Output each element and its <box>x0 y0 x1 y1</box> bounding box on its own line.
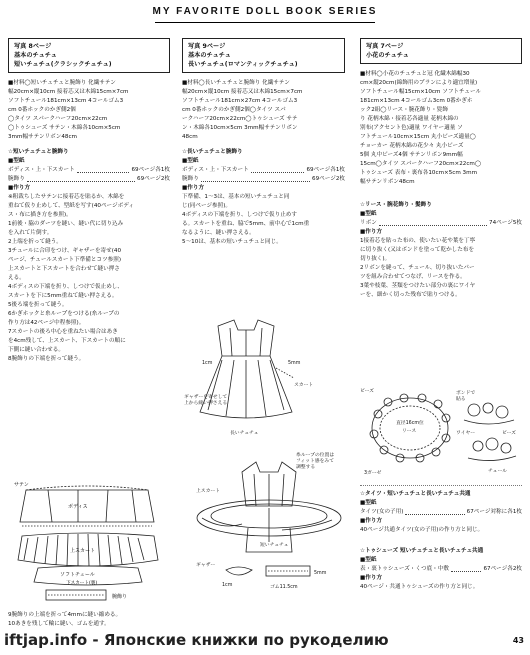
method-steps <box>182 193 345 247</box>
photo-box-long-tutu <box>182 38 345 73</box>
step-line: 5～10は、基本の短いチュチュと同じ。 <box>182 239 282 245</box>
tights-and-shoes <box>360 485 522 592</box>
pattern-row <box>8 166 170 175</box>
materials-list <box>182 79 345 142</box>
step-line: ーを、細かく切った残布で貼りつける。 <box>360 292 461 298</box>
materials-line: り 花柄木綿・接着芯各適量 花柄木綿の <box>360 116 459 122</box>
column-long-tutu <box>182 38 345 247</box>
gauze-label: 3ガーゼ <box>364 471 382 476</box>
step-line: 5後ろ端を折って縫う。 <box>8 302 68 308</box>
skirt-label: スカート <box>294 383 314 388</box>
box-title: 小花のチュチュ <box>366 52 409 59</box>
step-line: 1接着芯を貼った布の、使いたい花や葉を丁寧 <box>360 238 476 244</box>
photo-ref: 写真 9ページ <box>188 43 226 50</box>
box-subtitle: 基本のチュチュ <box>14 52 57 59</box>
step-line: を4cm残して、上スカート、下スカートの順に <box>8 338 126 344</box>
materials-line: 15cm◯タイツ スパークハーフ20cm×22cm◯ <box>360 161 482 167</box>
step-line: 6かぎホックと糸ループをつける(糸ループの <box>8 311 120 317</box>
pattern-name: ボディス・上・下スカート <box>182 167 249 173</box>
section-title: ☆トゥシューズ 短いチュチュと長いチュチュ共通 <box>360 548 484 554</box>
pattern-ref: 69ページ2枚 <box>137 176 170 182</box>
photo-ref: 写真 7ページ <box>366 43 404 50</box>
method-heading: ■作り方 <box>360 575 383 581</box>
materials-line: ソフトチュール181cm×13cm 4コールゴム3 <box>8 98 124 104</box>
materials-line: ソフトチュール181cm×27cm 4コールゴム3 <box>182 98 298 104</box>
step-line: じ(同ページ参照)。 <box>182 203 232 209</box>
wire-label: ワイヤー <box>456 431 476 436</box>
step-line: 9腕飾りの上端を折って4mmに縫い縮める。 <box>8 612 122 618</box>
materials-line: cm 0番ホックのかぎ側2個 <box>8 107 76 113</box>
dot-leader <box>379 219 487 226</box>
glue-label: ボンドで <box>456 391 476 396</box>
lower-skirt-label: 下スカート(裏) <box>66 581 98 586</box>
pattern-name: 表・裏トゥシューズ・くつ底・中敷 <box>360 566 449 572</box>
loop-note-label: 糸ループの位置は <box>296 453 335 458</box>
materials-line: ◯トゥシューズ サテン・木綿各10cm×5cm <box>8 125 121 131</box>
step-line: ※粗裁ちしたサテンに接着芯を貼るか、木綿を <box>8 194 125 200</box>
press-label: 上から縫い押さえる <box>184 401 228 406</box>
step-line: 4ボディスの下端を折り、しつけで仮り止めす <box>182 212 297 218</box>
section-title: ☆長いチュチュと腕飾り <box>182 149 243 155</box>
step-line: 3チュールに合印をつけ、ギャザーを寄せ(40 <box>8 248 122 254</box>
materials-line: ン・木綿各10cm×5cm 3mm幅サテンリボン <box>182 125 298 131</box>
step-line: に切り抜く(又はボンドを塗って乾かした布を <box>360 247 475 253</box>
pattern-name: リボン <box>360 220 377 226</box>
long-tutu-label: 長いチュチュ <box>230 431 259 436</box>
series-header: MY FAVORITE DOLL BOOK SERIES <box>0 6 530 17</box>
wreath-illustration <box>358 384 524 480</box>
dot-leader <box>251 166 305 173</box>
pattern-ref: 67ページ各2枚 <box>483 566 522 572</box>
step-line: 7スカートの後ろ中心を重ねたい場合はあき <box>8 329 118 335</box>
section-title: ☆短いチュチュと腕飾り <box>8 149 69 155</box>
stick-label: 貼る <box>456 397 466 402</box>
measure-1cm-label: 1cm <box>202 361 213 366</box>
materials-list <box>8 79 170 142</box>
method-heading: ■作り方 <box>360 518 383 524</box>
materials-line: 5個 丸中ビーズ4個 サテンリボン9mm幅 <box>360 152 463 158</box>
measure-5mm-label: 5mm <box>288 361 301 366</box>
materials-list <box>360 70 522 187</box>
materials-line: ック2組◯リース・腕花飾り・髪飾 <box>360 107 448 113</box>
pattern-row <box>360 219 522 228</box>
section-title: ☆タイツ・短いチュチュと長いチュチュ共通 <box>360 491 471 497</box>
step-line: 3葉や枝葉、茎類をつけたい部分の裏にワイヤ <box>360 283 476 289</box>
materials-line: チョーカー 花柄木綿の花少々 丸小ビーズ <box>360 143 464 149</box>
dot-leader <box>451 565 481 572</box>
step-line: 8腕飾りの下端を折って縫う。 <box>8 356 85 362</box>
column-flower-tutu <box>360 38 522 300</box>
adjust-note-label: 調整する <box>296 465 316 470</box>
materials-line: 幅20cm×縦10cm 接着芯又は木綿15cm×7cm <box>182 89 303 95</box>
photo-box-short-tutu <box>8 38 170 73</box>
pattern-ref: 69ページ各1枚 <box>131 167 170 173</box>
step-line: 重ねて仮り止めして、型紙を写す(40ページボディ <box>8 203 134 209</box>
materials-line: フトチュール10cm×15cm 丸小ビーズ適量◯ <box>360 134 476 140</box>
materials-line: 181cm×13cm 4コールゴム3cm 0番かぎホ <box>360 98 473 104</box>
gather-label: ギャザーを寄せして <box>184 395 228 400</box>
section-title: ☆リース・腕花飾り・髪飾り <box>360 202 432 208</box>
wreath-label: リース <box>402 429 417 434</box>
method-heading: ■作り方 <box>8 185 31 191</box>
dot-leader <box>201 175 310 182</box>
pattern-name: 腕飾り <box>8 176 25 182</box>
measure-1cm-bottom-label: 1cm <box>222 583 233 588</box>
diameter-label: 直径16cm位 <box>396 421 424 426</box>
pattern-name: タイツ(女の子用) <box>360 509 404 515</box>
pattern-row <box>182 175 345 184</box>
photo-box-flower-tutu <box>360 38 522 64</box>
materials-line: ソフトチュール幅15cm×10cm ソフトチュール <box>360 89 482 95</box>
pattern-name: 腕飾り <box>182 176 199 182</box>
column-short-tutu <box>8 38 170 364</box>
materials-line: 別布(アクセント色)適量 ワイヤー適量 ソ <box>360 125 463 131</box>
pattern-ref: 74ページ5枚 <box>489 220 522 226</box>
pattern-heading: ■型紙 <box>360 557 377 563</box>
step-line: 作り方は42ページ中程参照)。 <box>8 320 85 326</box>
step-line: 下準備、1～3は、基本の短いチュチュと同 <box>182 194 290 200</box>
pattern-heading: ■型紙 <box>182 158 199 164</box>
armband-label: 腕飾り <box>112 594 128 600</box>
materials-line: ■材料◯短いチュチュと腕飾り 化繊サテン <box>8 80 116 86</box>
materials-line: 48cm <box>182 134 198 140</box>
materials-line: トゥシューズ 表布・裏布各10cm×5cm 3mm <box>360 170 478 176</box>
elastic-label: ゴム11.5cm <box>270 585 298 590</box>
step-line: なるように、縫い押さえる。 <box>182 230 255 236</box>
pattern-heading: ■型紙 <box>360 500 377 506</box>
method-text: 40ページ共通タイツ(女の子用)の作り方と同じ。 <box>360 527 484 533</box>
step-line: 1前後・脇のダーツを縫い、縫い代に切り込み <box>8 221 124 227</box>
materials-line: ◯タイツ スパークハーフ20cm×22cm <box>8 116 108 122</box>
pattern-name: ボディス・上・下スカート <box>8 167 75 173</box>
upper-skirt-label: 上スカート <box>70 548 96 554</box>
pattern-ref: 67ページ対称に各1枚 <box>466 509 522 515</box>
box-title: 長いチュチュ(ロマンティックチュチュ) <box>188 61 298 68</box>
measure-5mm-bottom-label: 5mm <box>314 571 327 576</box>
pattern-ref: 69ページ各1枚 <box>306 167 345 173</box>
materials-line: cm 0番ホックのかぎ側2個◯タイツ スパ <box>182 107 286 113</box>
short-tutu-label: 短いチュチュ <box>260 543 289 548</box>
materials-line: ークハーフ20cm×22cm◯トゥシューズ サテ <box>182 116 298 122</box>
photo-ref: 写真 8ページ <box>14 43 52 50</box>
pattern-row <box>8 175 170 184</box>
step-line: える。 <box>8 275 25 281</box>
pattern-heading: ■型紙 <box>360 211 377 217</box>
step-line: ツを組み合わせてつなげ、リースを作る。 <box>360 274 466 280</box>
method-text: 40ページ・共通トゥシューズの作り方と同じ。 <box>360 584 479 590</box>
site-watermark: iftjap.info - Японские книжки по рукоделию <box>4 631 389 649</box>
beads-label: ビーズ <box>360 389 374 394</box>
armband-steps <box>8 611 178 629</box>
tulle-label: ソフトチュール <box>60 572 95 578</box>
materials-line: 幅サテンリボン48cm <box>360 179 415 185</box>
step-line: 10あきを残して輪に縫い、ゴムを通す。 <box>8 621 110 627</box>
step-line: スカートを下に5mm重ねて縫い押さえる。 <box>8 293 118 299</box>
step-line: 下側に縫い合わせる。 <box>8 347 64 353</box>
pattern-ref: 69ページ2枚 <box>312 176 345 182</box>
step-line: ページ、チュールスカート下準備とコツ参照) <box>8 257 122 263</box>
materials-line: ■材料◯小花のチュチュと冠 化繊木綿幅30 <box>360 71 470 77</box>
pattern-heading: ■型紙 <box>8 158 25 164</box>
dot-leader <box>27 175 135 182</box>
bodice-label: ボディス <box>68 504 88 510</box>
step-line: 2上端を折って縫う。 <box>8 239 62 245</box>
box-subtitle: 基本のチュチュ <box>188 52 231 59</box>
short-tutu-construction-illustration <box>8 476 168 608</box>
box-title: 短いチュチュ(クラシックチュチュ) <box>14 61 112 68</box>
page-number: 43 <box>512 636 524 645</box>
step-line: 上スカートと下スカートを合わせて縫い押さ <box>8 266 120 272</box>
step-line: 2リボンを縫って、チュール、切り抜いたパー <box>360 265 475 271</box>
fit-note-label: フィット感をみて <box>296 459 334 464</box>
step-line: る。スカートを重ね、脇で5mm、前中心で1cm重 <box>182 221 310 227</box>
pattern-row <box>182 166 345 175</box>
method-steps <box>360 237 522 300</box>
materials-line: ■材料◯長いチュチュと腕飾り 化繊サテン <box>182 80 290 86</box>
upper-skirt-label: 上スカート <box>196 489 220 494</box>
materials-line: 幅20cm×縦10cm 接着芯又は木綿15cm×7cm <box>8 89 129 95</box>
fabric-label: サテン <box>14 482 29 488</box>
method-heading: ■作り方 <box>360 229 383 235</box>
beads-right-label: ビーズ <box>502 431 516 436</box>
dot-leader <box>405 508 464 515</box>
gather-bottom-label: ギャザー <box>196 563 216 568</box>
method-steps <box>8 193 170 364</box>
materials-line: cm×縦20cm(綿飾用のプランにより適宜増量) <box>360 80 478 86</box>
tutu-dressform-illustrations <box>182 316 354 628</box>
materials-line: 3mm幅サテンリボン48cm <box>8 134 77 140</box>
pattern-row <box>360 565 522 574</box>
pattern-row <box>360 508 522 517</box>
tulle-label: チュール <box>488 469 507 474</box>
dot-leader <box>77 166 130 173</box>
step-line: 4ボディスの下端を折り、しつけで仮止めし、 <box>8 284 123 290</box>
step-line: ス・布に描き方を参照)。 <box>8 212 72 218</box>
step-line: 切り抜く)。 <box>360 256 391 262</box>
method-heading: ■作り方 <box>182 185 205 191</box>
step-line: を入れて片倒す。 <box>8 230 53 236</box>
